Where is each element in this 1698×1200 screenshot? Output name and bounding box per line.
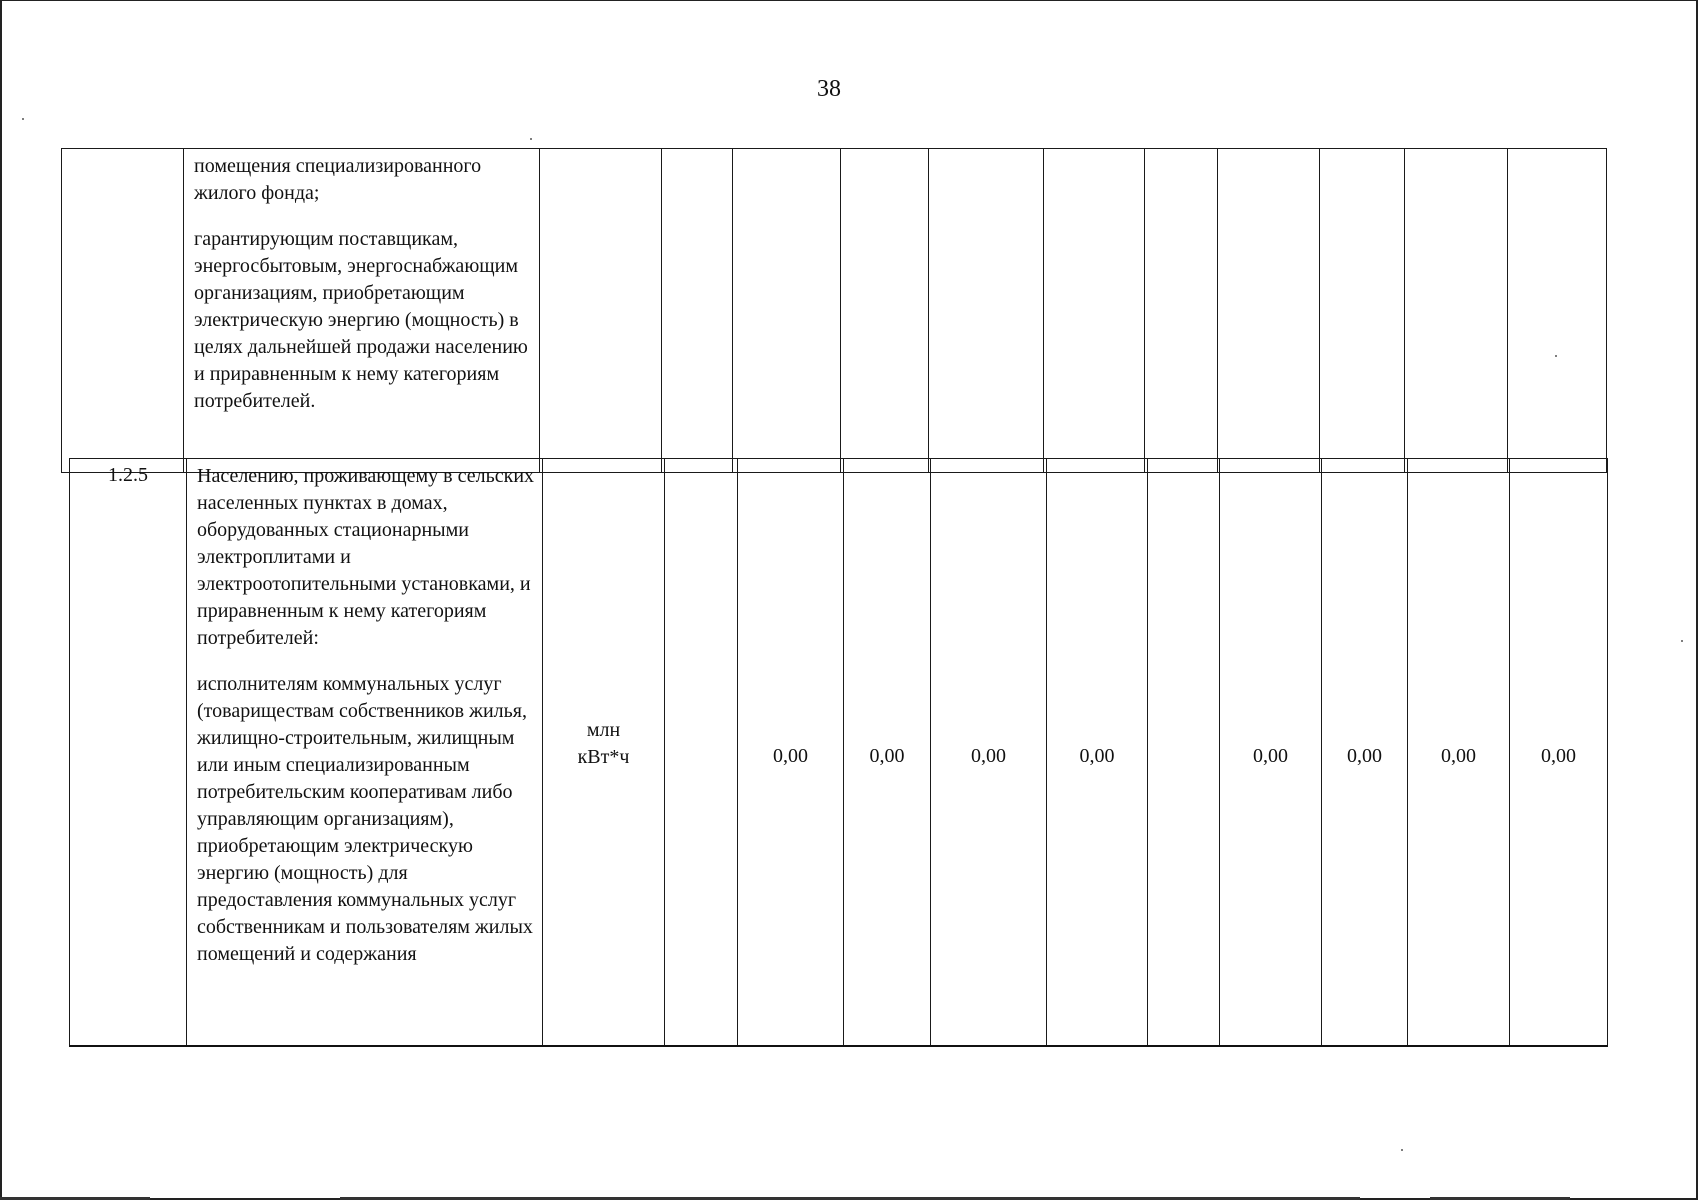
value-cell xyxy=(1047,459,1148,1047)
unit-cell xyxy=(540,149,662,473)
scan-speck xyxy=(1401,1149,1403,1151)
value-cell xyxy=(1220,459,1322,1047)
unit-cell: млн кВт*ч xyxy=(543,459,665,1047)
table-row xyxy=(70,459,1608,1047)
value-cell xyxy=(665,459,738,1047)
description-paragraph: помещения специализированного жилого фонда; xyxy=(194,155,482,204)
value-cell xyxy=(1508,149,1607,473)
page-number: 38 xyxy=(817,76,841,102)
value-cell xyxy=(1145,149,1218,473)
value-cell xyxy=(1320,149,1405,473)
value-cell xyxy=(1510,459,1608,1047)
description-paragraph: гарантирующим поставщикам, энергосбытовым, энергоснабжающим организациям, приобретающим электрическую энергию (мощность) в целях дальнейшей продажи населению и приравненным к нему категориям потребителей. xyxy=(194,228,528,412)
value-cell xyxy=(931,459,1047,1047)
value-cell xyxy=(1044,149,1145,473)
value-text: 0,00 xyxy=(869,744,905,767)
value-cell xyxy=(662,149,733,473)
value-cell xyxy=(1405,149,1508,473)
value-cell xyxy=(738,459,844,1047)
page-border-top xyxy=(0,0,1698,1)
value-cell xyxy=(1218,149,1320,473)
description-paragraph: исполнителям коммунальных услуг (товариществам собственников жилья, жилищно-строительным, жилищным или иным специализированным потребительским кооперативам либо управляющим организациям), приобретающим электрическую энергию (мощность) для предоставления коммунальных услуг собственникам и пользователям жилых помещений и содержания xyxy=(197,673,533,965)
page-border-left xyxy=(0,0,2,1200)
value-cell xyxy=(1148,459,1220,1047)
value-text: 0,00 xyxy=(1347,744,1382,767)
value-cell xyxy=(1408,459,1510,1047)
description-paragraph: Населению, проживающему в сельских населенных пунктах в домах, оборудованных стационарными электроплитами и электроотопительными установками, и приравненным к нему категориям потребителей: xyxy=(197,465,535,649)
value-cell xyxy=(841,149,929,473)
value-cell xyxy=(844,459,931,1047)
value-cell xyxy=(1322,459,1408,1047)
value-text: 0,00 xyxy=(1441,744,1476,767)
scan-speck xyxy=(22,118,24,120)
value-text: 0,00 xyxy=(1079,744,1115,767)
scan-speck xyxy=(530,138,532,140)
value-cell xyxy=(929,149,1044,473)
data-table-row-1-2-5 xyxy=(69,458,1608,1047)
value-text: 0,00 xyxy=(773,744,808,767)
table-row xyxy=(62,149,1607,473)
value-text: 0,00 xyxy=(1253,744,1288,767)
value-text: 0,00 xyxy=(971,744,1006,767)
row-description xyxy=(184,149,540,473)
data-table-continuation xyxy=(61,148,1607,473)
value-cell xyxy=(733,149,841,473)
row-number xyxy=(62,149,184,473)
row-number: 1.2.5 xyxy=(70,459,187,1047)
value-text: 0,00 xyxy=(1541,744,1576,767)
row-description xyxy=(187,459,543,1047)
scan-speck xyxy=(1681,640,1683,642)
